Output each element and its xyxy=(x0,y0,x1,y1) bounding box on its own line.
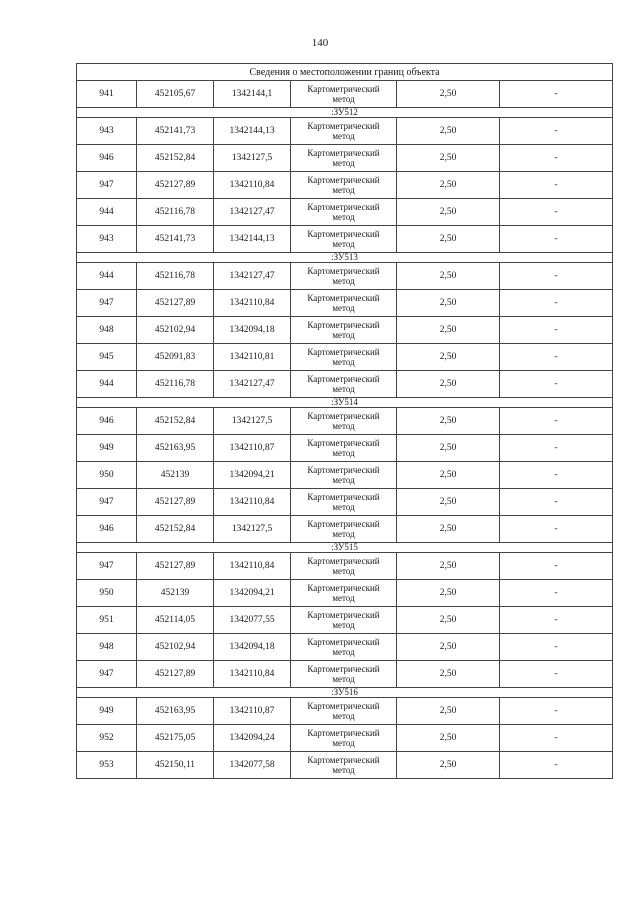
method-cell xyxy=(291,371,397,398)
y-coordinate-cell: 1342110,84 xyxy=(214,661,291,688)
method-line-2: метод xyxy=(332,475,355,485)
y-coordinate-cell: 1342127,47 xyxy=(214,199,291,226)
point-number-cell: 948 xyxy=(77,317,137,344)
x-coordinate-cell: 452150,11 xyxy=(137,752,214,779)
point-number-cell: 947 xyxy=(77,661,137,688)
accuracy-cell: 2,50 xyxy=(397,172,500,199)
method-cell xyxy=(291,661,397,688)
point-number-cell: 946 xyxy=(77,145,137,172)
method-line-1: Картометрический xyxy=(307,266,380,276)
y-coordinate-cell: 1342094,21 xyxy=(214,580,291,607)
x-coordinate-cell: 452102,94 xyxy=(137,317,214,344)
y-coordinate-cell: 1342110,87 xyxy=(214,698,291,725)
method-line-2: метод xyxy=(332,421,355,431)
method-cell xyxy=(291,145,397,172)
description-cell: - xyxy=(500,607,613,634)
method-cell xyxy=(291,634,397,661)
method-line-2: метод xyxy=(332,131,355,141)
point-number-cell: 943 xyxy=(77,118,137,145)
method-line-1: Картометрический xyxy=(307,583,380,593)
point-number-cell: 951 xyxy=(77,607,137,634)
table-row xyxy=(77,81,613,108)
method-cell xyxy=(291,172,397,199)
y-coordinate-cell: 1342110,87 xyxy=(214,435,291,462)
accuracy-cell: 2,50 xyxy=(397,263,500,290)
method-line-2: метод xyxy=(332,94,355,104)
method-line-2: метод xyxy=(332,239,355,249)
y-coordinate-cell: 1342127,5 xyxy=(214,145,291,172)
x-coordinate-cell: 452141,73 xyxy=(137,118,214,145)
x-coordinate-cell: 452114,05 xyxy=(137,607,214,634)
section-row xyxy=(77,398,613,408)
table-row xyxy=(77,725,613,752)
method-line-2: метод xyxy=(332,330,355,340)
table-row xyxy=(77,317,613,344)
y-coordinate-cell: 1342077,55 xyxy=(214,607,291,634)
y-coordinate-cell: 1342094,24 xyxy=(214,725,291,752)
description-cell: - xyxy=(500,371,613,398)
method-line-2: метод xyxy=(332,529,355,539)
method-cell xyxy=(291,462,397,489)
method-line-1: Картометрический xyxy=(307,701,380,711)
x-coordinate-cell: 452127,89 xyxy=(137,290,214,317)
table-row xyxy=(77,752,613,779)
point-number-cell: 947 xyxy=(77,553,137,580)
table-row xyxy=(77,516,613,543)
coordinates-table-body xyxy=(77,64,613,779)
accuracy-cell: 2,50 xyxy=(397,371,500,398)
table-header-row xyxy=(77,64,613,81)
accuracy-cell: 2,50 xyxy=(397,435,500,462)
method-line-1: Картометрический xyxy=(307,664,380,674)
y-coordinate-cell: 1342110,84 xyxy=(214,553,291,580)
description-cell: - xyxy=(500,435,613,462)
method-line-2: метод xyxy=(332,620,355,630)
table-row xyxy=(77,489,613,516)
accuracy-cell: 2,50 xyxy=(397,344,500,371)
x-coordinate-cell: 452152,84 xyxy=(137,145,214,172)
method-cell xyxy=(291,725,397,752)
accuracy-cell: 2,50 xyxy=(397,634,500,661)
x-coordinate-cell: 452152,84 xyxy=(137,408,214,435)
accuracy-cell: 2,50 xyxy=(397,317,500,344)
method-line-2: метод xyxy=(332,158,355,168)
method-cell xyxy=(291,580,397,607)
accuracy-cell: 2,50 xyxy=(397,752,500,779)
method-cell xyxy=(291,607,397,634)
method-line-1: Картометрический xyxy=(307,411,380,421)
method-cell xyxy=(291,81,397,108)
section-row xyxy=(77,688,613,698)
method-line-2: метод xyxy=(332,212,355,222)
table-row xyxy=(77,371,613,398)
description-cell: - xyxy=(500,199,613,226)
description-cell: - xyxy=(500,553,613,580)
point-number-cell: 950 xyxy=(77,580,137,607)
description-cell: - xyxy=(500,462,613,489)
description-cell: - xyxy=(500,290,613,317)
accuracy-cell: 2,50 xyxy=(397,199,500,226)
x-coordinate-cell: 452127,89 xyxy=(137,172,214,199)
method-cell xyxy=(291,516,397,543)
y-coordinate-cell: 1342127,47 xyxy=(214,371,291,398)
method-line-1: Картометрический xyxy=(307,637,380,647)
accuracy-cell: 2,50 xyxy=(397,81,500,108)
x-coordinate-cell: 452116,78 xyxy=(137,263,214,290)
description-cell: - xyxy=(500,698,613,725)
method-line-2: метод xyxy=(332,384,355,394)
section-label: :ЗУ513 xyxy=(77,253,613,263)
point-number-cell: 941 xyxy=(77,81,137,108)
point-number-cell: 948 xyxy=(77,634,137,661)
method-line-1: Картометрический xyxy=(307,492,380,502)
method-cell xyxy=(291,752,397,779)
x-coordinate-cell: 452105,67 xyxy=(137,81,214,108)
table-row xyxy=(77,118,613,145)
table-row xyxy=(77,199,613,226)
accuracy-cell: 2,50 xyxy=(397,290,500,317)
method-line-2: метод xyxy=(332,357,355,367)
description-cell: - xyxy=(500,580,613,607)
y-coordinate-cell: 1342110,84 xyxy=(214,489,291,516)
method-line-2: метод xyxy=(332,647,355,657)
y-coordinate-cell: 1342094,18 xyxy=(214,634,291,661)
method-cell xyxy=(291,435,397,462)
method-line-1: Картометрический xyxy=(307,202,380,212)
section-row xyxy=(77,543,613,553)
description-cell: - xyxy=(500,172,613,199)
method-line-1: Картометрический xyxy=(307,320,380,330)
accuracy-cell: 2,50 xyxy=(397,661,500,688)
x-coordinate-cell: 452152,84 xyxy=(137,516,214,543)
method-line-1: Картометрический xyxy=(307,347,380,357)
method-line-1: Картометрический xyxy=(307,84,380,94)
point-number-cell: 944 xyxy=(77,263,137,290)
accuracy-cell: 2,50 xyxy=(397,607,500,634)
method-line-1: Картометрический xyxy=(307,175,380,185)
method-cell xyxy=(291,408,397,435)
point-number-cell: 943 xyxy=(77,226,137,253)
x-coordinate-cell: 452139 xyxy=(137,580,214,607)
description-cell: - xyxy=(500,145,613,172)
table-row xyxy=(77,698,613,725)
y-coordinate-cell: 1342077,58 xyxy=(214,752,291,779)
method-line-1: Картометрический xyxy=(307,610,380,620)
point-number-cell: 949 xyxy=(77,435,137,462)
method-line-2: метод xyxy=(332,593,355,603)
section-row xyxy=(77,253,613,263)
table-row xyxy=(77,344,613,371)
point-number-cell: 944 xyxy=(77,199,137,226)
method-line-2: метод xyxy=(332,185,355,195)
x-coordinate-cell: 452116,78 xyxy=(137,371,214,398)
method-cell xyxy=(291,317,397,344)
x-coordinate-cell: 452102,94 xyxy=(137,634,214,661)
description-cell: - xyxy=(500,725,613,752)
x-coordinate-cell: 452127,89 xyxy=(137,553,214,580)
accuracy-cell: 2,50 xyxy=(397,145,500,172)
method-cell xyxy=(291,226,397,253)
accuracy-cell: 2,50 xyxy=(397,408,500,435)
accuracy-cell: 2,50 xyxy=(397,489,500,516)
description-cell: - xyxy=(500,516,613,543)
description-cell: - xyxy=(500,408,613,435)
method-line-2: метод xyxy=(332,448,355,458)
method-line-2: метод xyxy=(332,502,355,512)
method-cell xyxy=(291,698,397,725)
description-cell: - xyxy=(500,752,613,779)
method-line-1: Картометрический xyxy=(307,293,380,303)
method-line-1: Картометрический xyxy=(307,438,380,448)
method-line-2: метод xyxy=(332,674,355,684)
point-number-cell: 949 xyxy=(77,698,137,725)
x-coordinate-cell: 452175,05 xyxy=(137,725,214,752)
point-number-cell: 946 xyxy=(77,408,137,435)
y-coordinate-cell: 1342144,1 xyxy=(214,81,291,108)
y-coordinate-cell: 1342110,84 xyxy=(214,290,291,317)
method-cell xyxy=(291,553,397,580)
description-cell: - xyxy=(500,634,613,661)
description-cell: - xyxy=(500,263,613,290)
point-number-cell: 947 xyxy=(77,172,137,199)
method-line-1: Картометрический xyxy=(307,374,380,384)
section-label: :ЗУ512 xyxy=(77,108,613,118)
method-line-2: метод xyxy=(332,566,355,576)
table-row xyxy=(77,172,613,199)
description-cell: - xyxy=(500,118,613,145)
y-coordinate-cell: 1342127,47 xyxy=(214,263,291,290)
method-line-2: метод xyxy=(332,276,355,286)
point-number-cell: 945 xyxy=(77,344,137,371)
description-cell: - xyxy=(500,226,613,253)
table-row xyxy=(77,145,613,172)
method-line-2: метод xyxy=(332,738,355,748)
y-coordinate-cell: 1342094,21 xyxy=(214,462,291,489)
method-cell xyxy=(291,489,397,516)
method-line-1: Картометрический xyxy=(307,556,380,566)
section-row xyxy=(77,108,613,118)
table-row xyxy=(77,226,613,253)
table-header: Сведения о местоположении границ объекта xyxy=(77,64,613,81)
accuracy-cell: 2,50 xyxy=(397,118,500,145)
table-row xyxy=(77,607,613,634)
accuracy-cell: 2,50 xyxy=(397,462,500,489)
method-line-1: Картометрический xyxy=(307,728,380,738)
description-cell: - xyxy=(500,344,613,371)
method-line-1: Картометрический xyxy=(307,465,380,475)
point-number-cell: 952 xyxy=(77,725,137,752)
table-row xyxy=(77,553,613,580)
description-cell: - xyxy=(500,661,613,688)
accuracy-cell: 2,50 xyxy=(397,553,500,580)
description-cell: - xyxy=(500,81,613,108)
y-coordinate-cell: 1342144,13 xyxy=(214,226,291,253)
table-row xyxy=(77,263,613,290)
table-row xyxy=(77,580,613,607)
method-line-2: метод xyxy=(332,711,355,721)
accuracy-cell: 2,50 xyxy=(397,516,500,543)
method-cell xyxy=(291,199,397,226)
method-line-2: метод xyxy=(332,303,355,313)
y-coordinate-cell: 1342110,84 xyxy=(214,172,291,199)
accuracy-cell: 2,50 xyxy=(397,226,500,253)
accuracy-cell: 2,50 xyxy=(397,725,500,752)
method-line-1: Картометрический xyxy=(307,755,380,765)
description-cell: - xyxy=(500,489,613,516)
y-coordinate-cell: 1342094,18 xyxy=(214,317,291,344)
point-number-cell: 944 xyxy=(77,371,137,398)
y-coordinate-cell: 1342127,5 xyxy=(214,408,291,435)
method-cell xyxy=(291,344,397,371)
table-row xyxy=(77,290,613,317)
x-coordinate-cell: 452116,78 xyxy=(137,199,214,226)
x-coordinate-cell: 452163,95 xyxy=(137,698,214,725)
section-label: :ЗУ514 xyxy=(77,398,613,408)
table-row xyxy=(77,661,613,688)
x-coordinate-cell: 452127,89 xyxy=(137,489,214,516)
point-number-cell: 946 xyxy=(77,516,137,543)
table-row xyxy=(77,435,613,462)
x-coordinate-cell: 452091,83 xyxy=(137,344,214,371)
x-coordinate-cell: 452127,89 xyxy=(137,661,214,688)
point-number-cell: 953 xyxy=(77,752,137,779)
table-row xyxy=(77,408,613,435)
point-number-cell: 947 xyxy=(77,489,137,516)
section-label: :ЗУ516 xyxy=(77,688,613,698)
y-coordinate-cell: 1342144,13 xyxy=(214,118,291,145)
method-cell xyxy=(291,290,397,317)
coordinates-table xyxy=(76,63,613,779)
x-coordinate-cell: 452163,95 xyxy=(137,435,214,462)
method-cell xyxy=(291,118,397,145)
y-coordinate-cell: 1342110,81 xyxy=(214,344,291,371)
description-cell: - xyxy=(500,317,613,344)
method-line-1: Картометрический xyxy=(307,148,380,158)
y-coordinate-cell: 1342127,5 xyxy=(214,516,291,543)
page-number: 140 xyxy=(311,37,329,49)
method-line-1: Картометрический xyxy=(307,121,380,131)
method-line-1: Картометрический xyxy=(307,519,380,529)
section-label: :ЗУ515 xyxy=(77,543,613,553)
x-coordinate-cell: 452139 xyxy=(137,462,214,489)
method-cell xyxy=(291,263,397,290)
accuracy-cell: 2,50 xyxy=(397,580,500,607)
point-number-cell: 950 xyxy=(77,462,137,489)
table-row xyxy=(77,462,613,489)
x-coordinate-cell: 452141,73 xyxy=(137,226,214,253)
table-row xyxy=(77,634,613,661)
accuracy-cell: 2,50 xyxy=(397,698,500,725)
method-line-1: Картометрический xyxy=(307,229,380,239)
point-number-cell: 947 xyxy=(77,290,137,317)
method-line-2: метод xyxy=(332,765,355,775)
